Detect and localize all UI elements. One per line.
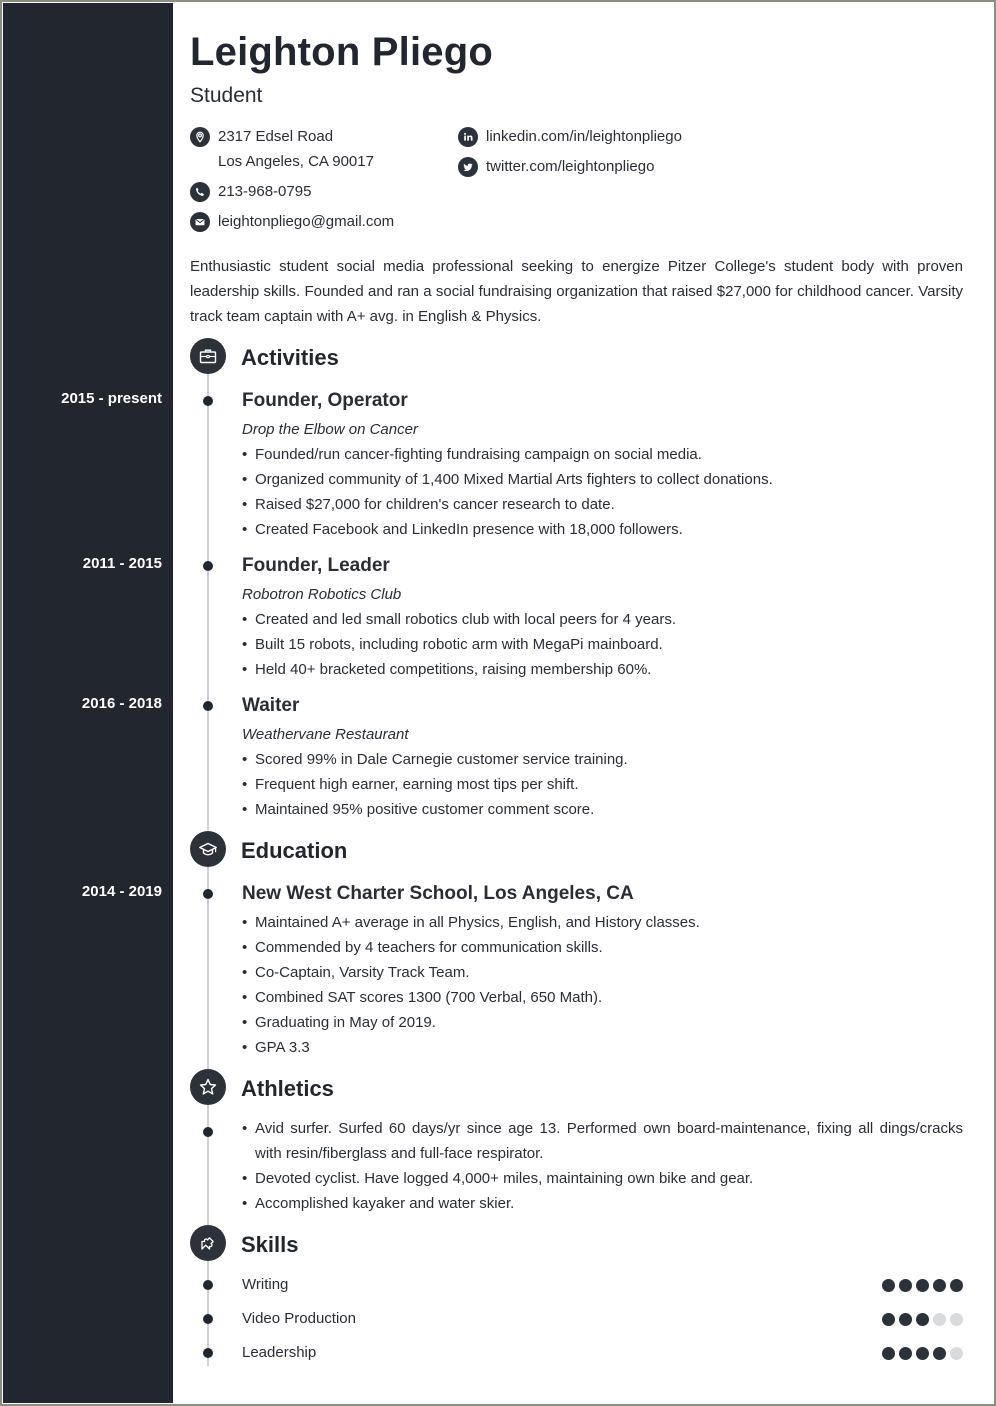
skill-1-name: Writing bbox=[242, 1276, 289, 1293]
skill-3-rating bbox=[882, 1347, 963, 1360]
linkedin-icon bbox=[458, 127, 478, 147]
list-item: • Co-Captain, Varsity Track Team. bbox=[242, 960, 963, 985]
rating-dot-filled bbox=[882, 1279, 895, 1292]
rating-dot-filled bbox=[899, 1347, 912, 1360]
rating-dot-filled bbox=[899, 1279, 912, 1292]
list-item: • Founded/run cancer-fighting fundraising campaign on social media. bbox=[242, 442, 963, 467]
athletics-timeline bbox=[207, 1104, 209, 1226]
activity-3-role: Waiter bbox=[242, 695, 300, 716]
athletics-heading: Athletics bbox=[241, 1076, 334, 1101]
list-item: • Organized community of 1,400 Mixed Martial Arts fighters to collect donations. bbox=[242, 467, 963, 492]
rating-dot-filled bbox=[882, 1347, 895, 1360]
activity-3-org: Weathervane Restaurant bbox=[242, 726, 409, 743]
candidate-name: Leighton Pliego bbox=[190, 30, 493, 74]
activities-timeline bbox=[207, 372, 209, 830]
activities-heading: Activities bbox=[241, 345, 339, 370]
rating-dot-filled bbox=[950, 1279, 963, 1292]
address-line-1: 2317 Edsel Road bbox=[218, 128, 334, 145]
puzzle-piece-icon bbox=[190, 1225, 226, 1261]
education-heading: Education bbox=[241, 838, 348, 863]
location-pin-icon bbox=[190, 127, 210, 147]
education-school: New West Charter School, Los Angeles, CA bbox=[242, 883, 634, 904]
rating-dot-empty bbox=[950, 1313, 963, 1326]
list-item: • Graduating in May of 2019. bbox=[242, 1010, 963, 1035]
rating-dot-filled bbox=[916, 1347, 929, 1360]
education-bullets bbox=[242, 910, 963, 1060]
activity-1-role: Founder, Operator bbox=[242, 390, 408, 411]
rating-dot-filled bbox=[933, 1279, 946, 1292]
activity-3-date: 2016 - 2018 bbox=[81, 695, 162, 712]
activity-2-date: 2011 - 2015 bbox=[82, 555, 162, 572]
list-item: • Built 15 robots, including robotic arm with MegaPi mainboard. bbox=[242, 632, 963, 657]
list-item: • Frequent high earner, earning most tips per shift. bbox=[242, 772, 963, 797]
timeline-dot bbox=[203, 1127, 213, 1137]
linkedin-url[interactable]: linkedin.com/in/leightonpliego bbox=[486, 128, 682, 145]
rating-dot-empty bbox=[950, 1347, 963, 1360]
list-item: • GPA 3.3 bbox=[242, 1035, 963, 1060]
profile-summary: Enthusiastic student social media professional seeking to energize Pitzer College's student body with proven leadership skills. Founded and ran a social fundraising organization that raised $27,000 for childhood cancer. Varsity track team captain with A+ avg. in English & Physics. bbox=[190, 258, 963, 325]
activity-1-bullets bbox=[242, 442, 963, 542]
timeline-dot bbox=[203, 1280, 213, 1290]
phone-number: 213-968-0795 bbox=[218, 183, 312, 200]
timeline-dot bbox=[203, 1348, 213, 1358]
timeline-dot bbox=[203, 701, 213, 711]
activity-2-role: Founder, Leader bbox=[242, 555, 390, 576]
rating-dot-filled bbox=[899, 1313, 912, 1326]
rating-dot-filled bbox=[916, 1313, 929, 1326]
timeline-dot bbox=[203, 396, 213, 406]
timeline-dot bbox=[203, 1314, 213, 1324]
activity-2-bullets bbox=[242, 607, 963, 682]
list-item: • Maintained A+ average in all Physics, English, and History classes. bbox=[242, 910, 963, 935]
skill-2-rating bbox=[882, 1313, 963, 1326]
activity-1-org: Drop the Elbow on Cancer bbox=[242, 421, 418, 438]
athletics-bullets bbox=[242, 1116, 963, 1216]
skill-3-name: Leadership bbox=[242, 1344, 317, 1361]
list-item: • Created Facebook and LinkedIn presence with 18,000 followers. bbox=[242, 517, 963, 542]
education-date: 2014 - 2019 bbox=[81, 883, 162, 900]
timeline-dot bbox=[203, 561, 213, 571]
email-address[interactable]: leightonpliego@gmail.com bbox=[218, 213, 395, 230]
timeline-dot bbox=[203, 889, 213, 899]
list-item: • Commended by 4 teachers for communication skills. bbox=[242, 935, 963, 960]
rating-dot-empty bbox=[933, 1313, 946, 1326]
skill-1-rating bbox=[882, 1279, 963, 1292]
address-line-2: Los Angeles, CA 90017 bbox=[218, 153, 374, 170]
activity-3-bullets bbox=[242, 747, 963, 822]
star-icon bbox=[190, 1069, 226, 1105]
phone-icon bbox=[190, 182, 210, 202]
graduation-cap-icon bbox=[190, 831, 226, 867]
list-item: • Scored 99% in Dale Carnegie customer service training. bbox=[242, 747, 963, 772]
list-item: • Maintained 95% positive customer comment score. bbox=[242, 797, 963, 822]
rating-dot-filled bbox=[933, 1347, 946, 1360]
skills-heading: Skills bbox=[241, 1232, 299, 1257]
list-item: • Combined SAT scores 1300 (700 Verbal, 650 Math). bbox=[242, 985, 963, 1010]
rating-dot-filled bbox=[882, 1313, 895, 1326]
list-item: • Held 40+ bracketed competitions, raising membership 60%. bbox=[242, 657, 963, 682]
briefcase-icon bbox=[190, 338, 226, 374]
skill-2-name: Video Production bbox=[242, 1310, 356, 1327]
list-item: • Avid surfer. Surfed 60 days/yr since age 13. Performed own board-maintenance, fixing all dings/cracks with resin/fiberglass and full-face respirator. bbox=[242, 1116, 963, 1166]
activity-2-org: Robotron Robotics Club bbox=[242, 586, 402, 603]
twitter-url[interactable]: twitter.com/leightonpliego bbox=[486, 158, 655, 175]
list-item: • Accomplished kayaker and water skier. bbox=[242, 1191, 963, 1216]
candidate-title: Student bbox=[190, 84, 263, 107]
activity-1-date: 2015 - present bbox=[61, 390, 162, 407]
email-icon bbox=[190, 212, 210, 232]
twitter-icon bbox=[458, 157, 478, 177]
list-item: • Raised $27,000 for children's cancer research to date. bbox=[242, 492, 963, 517]
rating-dot-filled bbox=[916, 1279, 929, 1292]
list-item: • Devoted cyclist. Have logged 4,000+ miles, maintaining own bike and gear. bbox=[242, 1166, 963, 1191]
list-item: • Created and led small robotics club with local peers for 4 years. bbox=[242, 607, 963, 632]
